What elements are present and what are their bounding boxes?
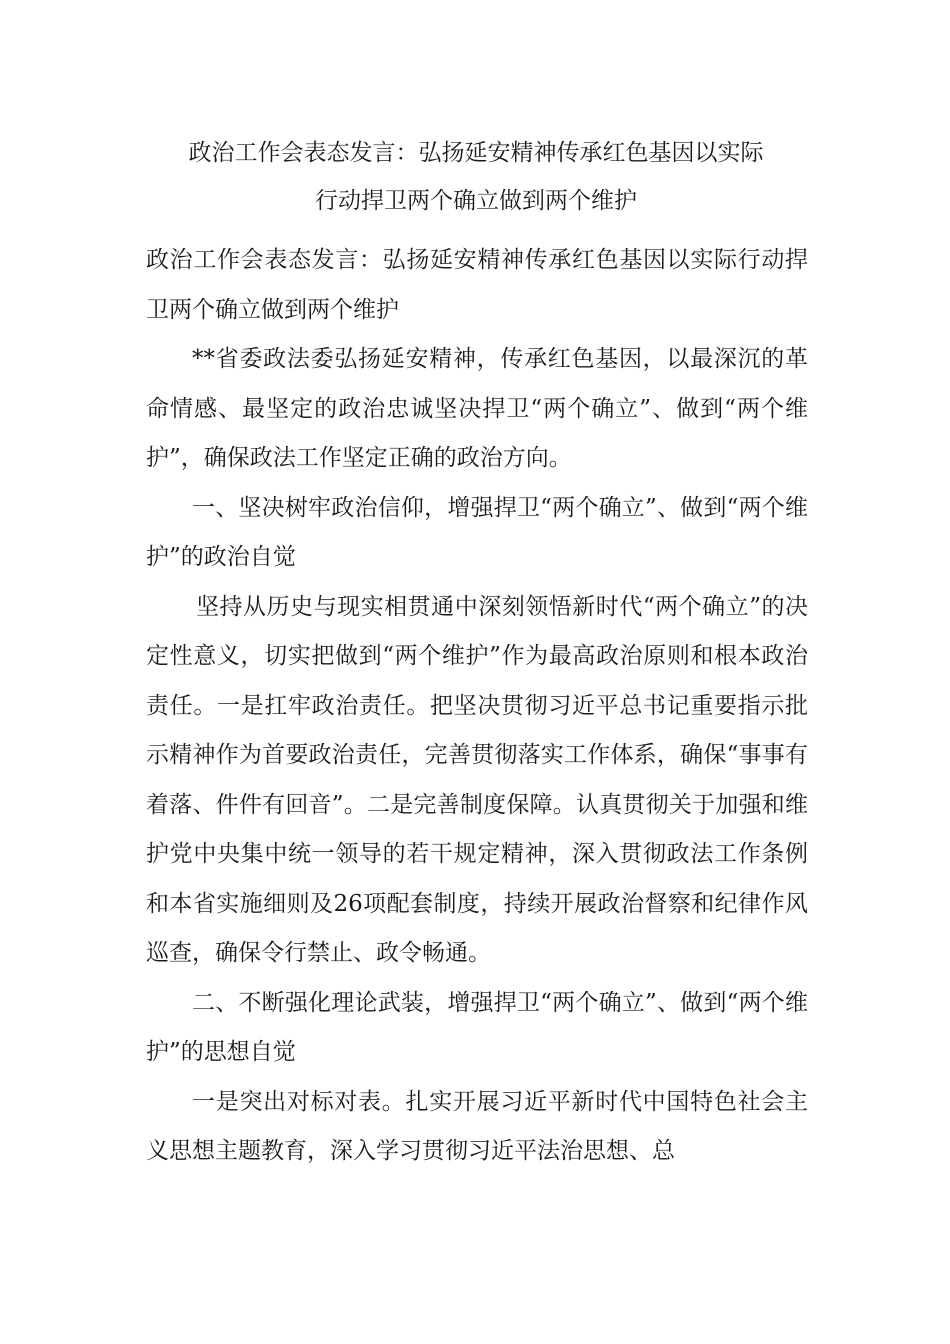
intro-paragraph: **省委政法委弘扬延安精神，传承红色基因，以最深沉的革命情感、最坚定的政治忠诚坚决捍卫“两个确立”、做到“两个维护”，确保政法工作坚定正确的政治方向。	[146, 346, 808, 471]
document-title-line-1: 政治工作会表态发言：弘扬延安精神传承红色基因以实际	[188, 140, 764, 166]
section-2-paragraph: 一是突出对标对表。扎实开展习近平新时代中国特色社会主义思想主题教育，深入学习贯彻习近平法治思想、总	[146, 1088, 808, 1164]
section-heading-2: 二、不断强化理论武装，增强捍卫“两个确立”、做到“两个维护”的思想自觉	[146, 989, 808, 1065]
section-1-paragraph: 坚持从历史与现实相贯通中深刻领悟新时代“两个确立”的决定性意义，切实把做到“两个维护”作为最高政治原则和根本政治责任。一是扛牢政治责任。把坚决贯彻习近平总书记重要指示批示精神作为首要政治责任，完善贯彻落实工作体系，确保“事事有着落、件件有回音”。二是完善制度保障。认真贯彻关于加强和维护党中央集中统一领导的若干规定精神，深入贯彻政法工作条例和本省实施细则及26项配套制度，持续开展政治督察和纪律作风巡查，确保令行禁止、政令畅通。	[146, 593, 808, 966]
repeated-title-paragraph: 政治工作会表态发言：弘扬延安精神传承红色基因以实际行动捍卫两个确立做到两个维护	[146, 247, 808, 323]
document-title-line-2: 行动捍卫两个确立做到两个维护	[315, 188, 637, 214]
section-heading-1: 一、坚决树牢政治信仰，增强捍卫“两个确立”、做到“两个维护”的政治自觉	[146, 494, 808, 570]
document-body	[146, 236, 808, 1177]
